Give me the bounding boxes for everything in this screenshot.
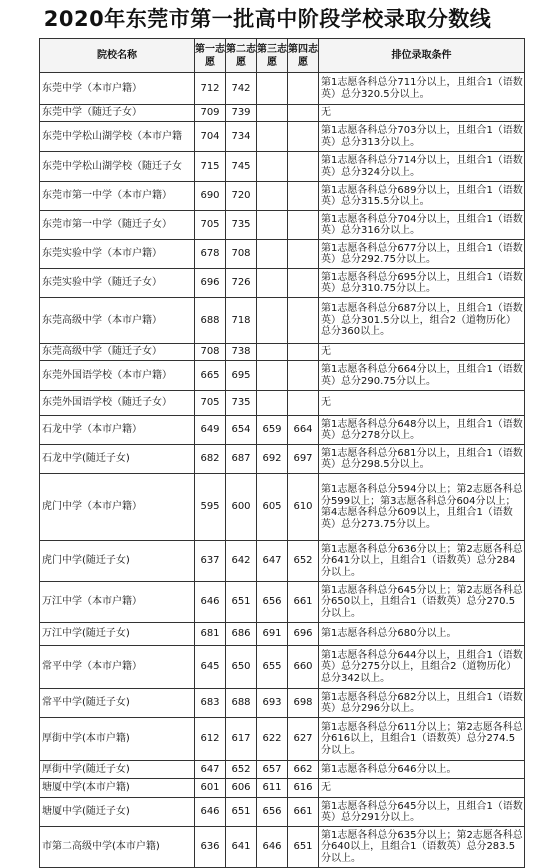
choice-4-score-cell: 616: [288, 779, 319, 798]
table-row: [40, 474, 525, 541]
admission-condition-cell: 第1志愿各科总分664分以上，且组合1（语数英）总分290.75分以上。: [319, 361, 525, 391]
header-choice-4: 第四志愿: [288, 39, 319, 73]
choice-3-score-cell: 656: [257, 798, 288, 827]
table-row: [40, 445, 525, 474]
choice-1-score-cell: 709: [195, 105, 226, 122]
admission-condition-cell: 无: [319, 779, 525, 798]
admission-condition-cell: 第1志愿各科总分704分以上，且组合1（语数英）总分316分以上。: [319, 211, 525, 240]
choice-3-score-cell: [257, 105, 288, 122]
school-name-cell: 东莞中学松山湖学校（本市户籍: [40, 122, 195, 152]
choice-3-score-cell: [257, 344, 288, 361]
school-name-cell: 东莞中学松山湖学校（随迁子女: [40, 152, 195, 182]
admission-condition-cell: 第1志愿各科总分645分以上；第2志愿各科总分650以上，且组合1（语数英）总分270.5分以上。: [319, 582, 525, 623]
admission-condition-cell: 第1志愿各科总分703分以上，且组合1（语数英）总分313分以上。: [319, 122, 525, 152]
choice-3-score-cell: 656: [257, 582, 288, 623]
admission-condition-cell: 第1志愿各科总分636分以上；第2志愿各科总分641分以上，且组合1（语数英）总分284分以上。: [319, 541, 525, 582]
choice-2-score-cell: 718: [226, 298, 257, 344]
table-row: [40, 269, 525, 298]
choice-2-score-cell: 708: [226, 240, 257, 269]
choice-1-score-cell: 712: [195, 73, 226, 105]
choice-2-score-cell: 641: [226, 827, 257, 868]
choice-3-score-cell: 646: [257, 827, 288, 868]
school-name-cell: 厚街中学(随迁子女): [40, 761, 195, 779]
choice-4-score-cell: [288, 344, 319, 361]
choice-4-score-cell: [288, 240, 319, 269]
table-row: [40, 122, 525, 152]
choice-2-score-cell: 686: [226, 623, 257, 646]
choice-3-score-cell: 611: [257, 779, 288, 798]
table-row: [40, 718, 525, 761]
choice-4-score-cell: 627: [288, 718, 319, 761]
choice-2-score-cell: 745: [226, 152, 257, 182]
choice-3-score-cell: [257, 211, 288, 240]
admission-condition-cell: 第1志愿各科总分646分以上。: [319, 761, 525, 779]
choice-4-score-cell: 661: [288, 798, 319, 827]
choice-3-score-cell: 647: [257, 541, 288, 582]
choice-1-score-cell: 704: [195, 122, 226, 152]
table-row: [40, 298, 525, 344]
admission-condition-cell: 第1志愿各科总分682分以上，且组合1（语数英）总分296分以上。: [319, 689, 525, 718]
school-name-cell: 虎门中学（本市户籍）: [40, 474, 195, 541]
choice-1-score-cell: 715: [195, 152, 226, 182]
choice-4-score-cell: [288, 391, 319, 416]
admission-condition-cell: 第1志愿各科总分644分以上，且组合1（语数英）总分275分以上，且组合2（道物历化）总分342以上。: [319, 646, 525, 689]
header-choice-3: 第三志愿: [257, 39, 288, 73]
choice-3-score-cell: 693: [257, 689, 288, 718]
choice-4-score-cell: 610: [288, 474, 319, 541]
choice-2-score-cell: 726: [226, 269, 257, 298]
choice-3-score-cell: [257, 269, 288, 298]
choice-3-score-cell: 659: [257, 416, 288, 445]
choice-1-score-cell: 665: [195, 361, 226, 391]
choice-4-score-cell: [288, 105, 319, 122]
school-name-cell: 东莞外国语学校（本市户籍）: [40, 361, 195, 391]
choice-1-score-cell: 688: [195, 298, 226, 344]
choice-4-score-cell: [288, 152, 319, 182]
table-row: [40, 761, 525, 779]
choice-1-score-cell: 682: [195, 445, 226, 474]
table-row: [40, 361, 525, 391]
admission-condition-cell: 第1志愿各科总分635分以上；第2志愿各科总分640以上，且组合1（语数英）总分283.5分以上。: [319, 827, 525, 868]
school-name-cell: 塘厦中学(本市户籍): [40, 779, 195, 798]
table-row: [40, 541, 525, 582]
choice-2-score-cell: 687: [226, 445, 257, 474]
choice-2-score-cell: 651: [226, 582, 257, 623]
admission-condition-cell: 第1志愿各科总分714分以上，且组合1（语数英）总分324分以上。: [319, 152, 525, 182]
choice-3-score-cell: [257, 240, 288, 269]
choice-3-score-cell: [257, 152, 288, 182]
header-choice-1: 第一志愿: [195, 39, 226, 73]
choice-1-score-cell: 683: [195, 689, 226, 718]
choice-2-score-cell: 600: [226, 474, 257, 541]
school-name-cell: 石龙中学（本市户籍）: [40, 416, 195, 445]
choice-1-score-cell: 647: [195, 761, 226, 779]
choice-1-score-cell: 705: [195, 211, 226, 240]
school-name-cell: 东莞实验中学（随迁子女）: [40, 269, 195, 298]
school-name-cell: 东莞中学（本市户籍）: [40, 73, 195, 105]
admission-condition-cell: 第1志愿各科总分711分以上，且组合1（语数英）总分320.5分以上。: [319, 73, 525, 105]
choice-4-score-cell: 697: [288, 445, 319, 474]
table-row: [40, 344, 525, 361]
choice-2-score-cell: 642: [226, 541, 257, 582]
choice-3-score-cell: [257, 298, 288, 344]
table-row: [40, 779, 525, 798]
choice-3-score-cell: 655: [257, 646, 288, 689]
choice-2-score-cell: 695: [226, 361, 257, 391]
admission-condition-cell: 无: [319, 391, 525, 416]
table-row: [40, 646, 525, 689]
page-title: 2020年东莞市第一批高中阶段学校录取分数线: [43, 7, 492, 31]
table-body: [40, 73, 525, 868]
table-row: [40, 152, 525, 182]
admission-condition-cell: 第1志愿各科总分695分以上，且组合1（语数英）总分310.75分以上。: [319, 269, 525, 298]
table-row: [40, 211, 525, 240]
choice-2-score-cell: 734: [226, 122, 257, 152]
table-row: [40, 240, 525, 269]
choice-4-score-cell: 660: [288, 646, 319, 689]
admission-condition-cell: 第1志愿各科总分687分以上，且组合1（语数英）总分301.5分以上，组合2（道物历化）总分360以上。: [319, 298, 525, 344]
school-name-cell: 东莞外国语学校（随迁子女）: [40, 391, 195, 416]
choice-1-score-cell: 708: [195, 344, 226, 361]
admission-condition-cell: 第1志愿各科总分611分以上；第2志愿各科总分616以上，且组合1（语数英）总分274.5分以上。: [319, 718, 525, 761]
choice-4-score-cell: [288, 182, 319, 211]
table-row: [40, 689, 525, 718]
choice-1-score-cell: 690: [195, 182, 226, 211]
choice-4-score-cell: [288, 269, 319, 298]
choice-4-score-cell: [288, 73, 319, 105]
choice-4-score-cell: 651: [288, 827, 319, 868]
school-name-cell: 塘厦中学(随迁子女): [40, 798, 195, 827]
choice-3-score-cell: 605: [257, 474, 288, 541]
table-row: [40, 798, 525, 827]
choice-3-score-cell: 622: [257, 718, 288, 761]
school-name-cell: 东莞实验中学（本市户籍）: [40, 240, 195, 269]
school-name-cell: 万江中学(随迁子女): [40, 623, 195, 646]
school-name-cell: 东莞高级中学（随迁子女）: [40, 344, 195, 361]
choice-4-score-cell: 698: [288, 689, 319, 718]
choice-1-score-cell: 637: [195, 541, 226, 582]
choice-1-score-cell: 601: [195, 779, 226, 798]
school-name-cell: 东莞市第一中学（随迁子女）: [40, 211, 195, 240]
admission-condition-cell: 第1志愿各科总分648分以上，且组合1（语数英）总分278分以上。: [319, 416, 525, 445]
choice-4-score-cell: 696: [288, 623, 319, 646]
choice-2-score-cell: 742: [226, 73, 257, 105]
admission-condition-cell: 第1志愿各科总分689分以上，且组合1（语数英）总分315.5分以上。: [319, 182, 525, 211]
choice-1-score-cell: 636: [195, 827, 226, 868]
table-row: [40, 182, 525, 211]
choice-4-score-cell: 662: [288, 761, 319, 779]
choice-1-score-cell: 595: [195, 474, 226, 541]
choice-1-score-cell: 646: [195, 582, 226, 623]
header-choice-2: 第二志愿: [226, 39, 257, 73]
choice-4-score-cell: 664: [288, 416, 319, 445]
choice-2-score-cell: 651: [226, 798, 257, 827]
choice-3-score-cell: 692: [257, 445, 288, 474]
table-row: [40, 416, 525, 445]
choice-4-score-cell: [288, 361, 319, 391]
choice-2-score-cell: 606: [226, 779, 257, 798]
table-row: [40, 391, 525, 416]
table-row: [40, 73, 525, 105]
choice-3-score-cell: 691: [257, 623, 288, 646]
choice-1-score-cell: 705: [195, 391, 226, 416]
table-row: [40, 105, 525, 122]
school-name-cell: 市第二高级中学(本市户籍): [40, 827, 195, 868]
choice-2-score-cell: 735: [226, 211, 257, 240]
school-name-cell: 东莞中学（随迁子女）: [40, 105, 195, 122]
admission-condition-cell: 无: [319, 105, 525, 122]
table-header-row: [40, 39, 525, 73]
school-name-cell: 虎门中学(随迁子女): [40, 541, 195, 582]
choice-1-score-cell: 645: [195, 646, 226, 689]
choice-2-score-cell: 738: [226, 344, 257, 361]
table-row: [40, 623, 525, 646]
school-name-cell: 厚街中学(本市户籍): [40, 718, 195, 761]
choice-4-score-cell: 652: [288, 541, 319, 582]
school-name-cell: 东莞高级中学（本市户籍）: [40, 298, 195, 344]
admission-condition-cell: 第1志愿各科总分681分以上，且组合1（语数英）总分298.5分以上。: [319, 445, 525, 474]
choice-1-score-cell: 612: [195, 718, 226, 761]
choice-3-score-cell: 657: [257, 761, 288, 779]
table-row: [40, 827, 525, 868]
school-name-cell: 常平中学(随迁子女): [40, 689, 195, 718]
choice-2-score-cell: 652: [226, 761, 257, 779]
choice-2-score-cell: 617: [226, 718, 257, 761]
choice-4-score-cell: [288, 298, 319, 344]
school-name-cell: 常平中学（本市户籍）: [40, 646, 195, 689]
choice-2-score-cell: 735: [226, 391, 257, 416]
choice-3-score-cell: [257, 73, 288, 105]
admission-condition-cell: 第1志愿各科总分645分以上，且组合1（语数英）总分291分以上。: [319, 798, 525, 827]
admission-score-table: [39, 38, 525, 868]
choice-3-score-cell: [257, 361, 288, 391]
admission-condition-cell: 第1志愿各科总分677分以上，且组合1（语数英）总分292.75分以上。: [319, 240, 525, 269]
admission-condition-cell: 第1志愿各科总分680分以上。: [319, 623, 525, 646]
choice-4-score-cell: [288, 122, 319, 152]
school-name-cell: 万江中学（本市户籍）: [40, 582, 195, 623]
choice-1-score-cell: 678: [195, 240, 226, 269]
choice-4-score-cell: [288, 211, 319, 240]
admission-condition-cell: 第1志愿各科总分594分以上；第2志愿各科总分599以上；第3志愿各科总分604分以上；第4志愿各科总分609以上，且组合1（语数英）总分273.75分以上。: [319, 474, 525, 541]
choice-4-score-cell: 661: [288, 582, 319, 623]
header-school: 院校名称: [40, 39, 195, 73]
school-name-cell: 石龙中学(随迁子女): [40, 445, 195, 474]
table-row: [40, 582, 525, 623]
choice-3-score-cell: [257, 122, 288, 152]
choice-2-score-cell: 650: [226, 646, 257, 689]
choice-2-score-cell: 739: [226, 105, 257, 122]
choice-3-score-cell: [257, 182, 288, 211]
choice-3-score-cell: [257, 391, 288, 416]
school-name-cell: 东莞市第一中学（本市户籍）: [40, 182, 195, 211]
choice-1-score-cell: 646: [195, 798, 226, 827]
choice-1-score-cell: 681: [195, 623, 226, 646]
choice-2-score-cell: 654: [226, 416, 257, 445]
admission-condition-cell: 无: [319, 344, 525, 361]
choice-1-score-cell: 696: [195, 269, 226, 298]
header-conditions: 排位录取条件: [319, 39, 525, 73]
choice-2-score-cell: 688: [226, 689, 257, 718]
choice-2-score-cell: 720: [226, 182, 257, 211]
choice-1-score-cell: 649: [195, 416, 226, 445]
